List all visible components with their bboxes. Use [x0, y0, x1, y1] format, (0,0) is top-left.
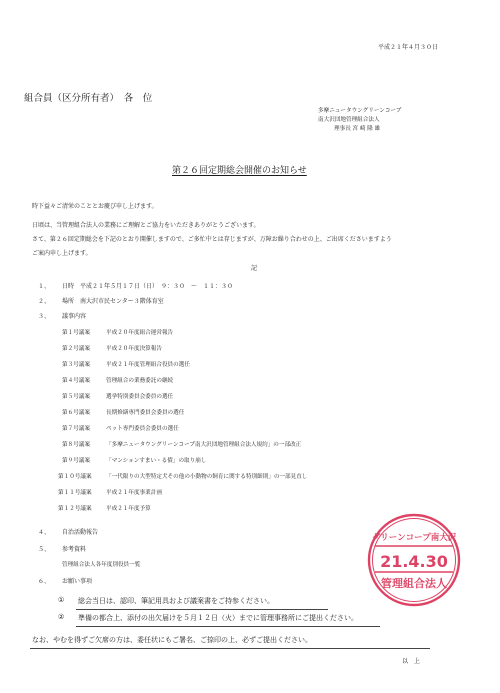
agenda-item — [62, 330, 173, 337]
agenda-item-label: 第２号議案 — [62, 346, 90, 352]
agenda-item-text: 選挙特別委員会委員の選任 — [106, 394, 174, 400]
agenda-item-text: 管理組合の業務委託の継続 — [106, 378, 174, 384]
agenda-item-text: 「一代限りの大型特定犬その他の小動物の飼育に関する特別細則」の一部見直し — [106, 474, 308, 480]
agenda-item-text: 平成２０年度組合運営報告 — [106, 330, 174, 336]
request-2-text: 準備の都合上、添付の出欠届けを５月１２日（火）までに管理事務所にご提出ください。 — [78, 614, 358, 622]
closing-note: なお、やむを得ずご欠席の方は、委任状にもご署名、ご捺印の上、必ずご提出ください。 — [32, 636, 312, 644]
seal-top-text: グリーンコープ南大沢 — [371, 533, 457, 543]
sender-chairperson: 理事長 宮 崎 隆 雄 — [334, 126, 381, 132]
ki-heading: 記 — [251, 265, 258, 272]
request-1-mark: ① — [58, 596, 65, 604]
agenda-item — [58, 490, 162, 497]
notice-title: 第２６回定期総会開催のお知らせ — [172, 166, 307, 176]
agenda-item — [62, 458, 206, 465]
agenda-item — [62, 362, 190, 369]
item-4-number: ４、 — [38, 529, 51, 536]
sender-association: 南大沢団地管理組合法人 — [318, 117, 380, 123]
agenda-item — [62, 410, 184, 417]
agenda-item-label: 第５号議案 — [62, 394, 90, 400]
agenda-item — [58, 506, 151, 513]
agenda-item — [62, 346, 162, 353]
agenda-item-label: 第３号議案 — [62, 362, 90, 368]
seal-date-text: 21.4.30 — [380, 552, 448, 571]
agenda-item-label: 第１０号議案 — [58, 474, 92, 480]
agenda-item — [62, 378, 173, 385]
agenda-item-label: 第４号議案 — [62, 378, 90, 384]
request-1-text: 総会当日は、認印、筆記用具および議案書をご持参ください。 — [78, 597, 274, 605]
agenda-item — [62, 426, 179, 433]
item-1-number: １、 — [38, 283, 51, 290]
agenda-item-text: 平成２１年度管理組合役員の選任 — [106, 362, 190, 368]
greeting-line-1: 時下益々ご清栄のこととお慶び申し上げます。 — [32, 203, 158, 210]
request-1-underline — [76, 609, 328, 610]
item-2-number: ２、 — [38, 298, 51, 305]
recipient-line: 組合員（区分所有者） 各 位 — [24, 93, 153, 104]
association-seal-stamp — [366, 512, 462, 608]
agenda-item-label: 第９号議案 — [62, 458, 90, 464]
item-3-number: ３、 — [38, 313, 51, 320]
reference-materials: 参考資料 — [62, 546, 87, 553]
agenda-item-text: 平成２１年度予算 — [106, 506, 151, 512]
requests-heading: お願い事項 — [62, 578, 93, 585]
agenda-item — [58, 474, 307, 481]
agenda-item-label: 第８号議案 — [62, 442, 90, 448]
agenda-item — [62, 442, 301, 449]
closing-note-underline — [30, 648, 430, 649]
agenda-item-text: 平成２０年度決算報告 — [106, 346, 162, 352]
agenda-item-label: 第７号議案 — [62, 426, 90, 432]
meeting-venue: 場所 南大沢市民センター３階体育室 — [62, 298, 164, 305]
agenda-item-text: 長期修繕専門委員会委員の選任 — [106, 410, 185, 416]
request-2-mark: ② — [58, 613, 65, 621]
agenda-item-label: 第６号議案 — [62, 410, 90, 416]
agenda-item-text: 平成２１年度事業計画 — [106, 490, 162, 496]
agenda-heading: 議事内容 — [62, 313, 87, 320]
activity-report: 自治活動報告 — [62, 529, 99, 536]
agenda-item-text: 「マンションすまい・る債」の取り崩し — [106, 458, 207, 464]
agenda-item-label: 第１２号議案 — [58, 506, 92, 512]
agenda-item-label: 第１１号議案 — [58, 490, 92, 496]
agenda-item-text: 「多摩ニュータウングリーンコープ南大沢団地管理組合法人規約」の一部改正 — [106, 442, 302, 448]
greeting-line-3: さて、第２６回定期総会を下記のとおり開催しますので、ご多忙中とは存じますが、万障お繰り合わせの上、ご出席くださいますよう — [32, 236, 392, 243]
closing-ijo: 以 上 — [402, 658, 421, 665]
agenda-item-label: 第１号議案 — [62, 330, 90, 336]
sender-org: 多摩ニュータウングリーンコープ — [318, 108, 402, 114]
seal-bottom-text: 管理組合法人 — [381, 577, 447, 590]
agenda-item — [62, 394, 173, 401]
meeting-datetime: 日時 平成２１年５月１７日（日） ９：３０ ～ １１：３０ — [62, 283, 234, 290]
document-date: 平成２１年４月３０日 — [378, 44, 439, 51]
item-6-number: ６、 — [38, 578, 51, 585]
request-2-underline — [76, 626, 380, 627]
agenda-item-text: ペット専門委員会委員の選任 — [106, 426, 179, 432]
item-5-number: ５、 — [38, 546, 51, 553]
greeting-line-2: 日頃は、当管理組合法人の業務にご理解とご協力をいただきありがとうございます。 — [32, 222, 260, 229]
greeting-line-4: ご案内申し上げます。 — [32, 250, 92, 257]
reference-materials-item: 管理組合法人各年度別役員一覧 — [62, 562, 141, 568]
